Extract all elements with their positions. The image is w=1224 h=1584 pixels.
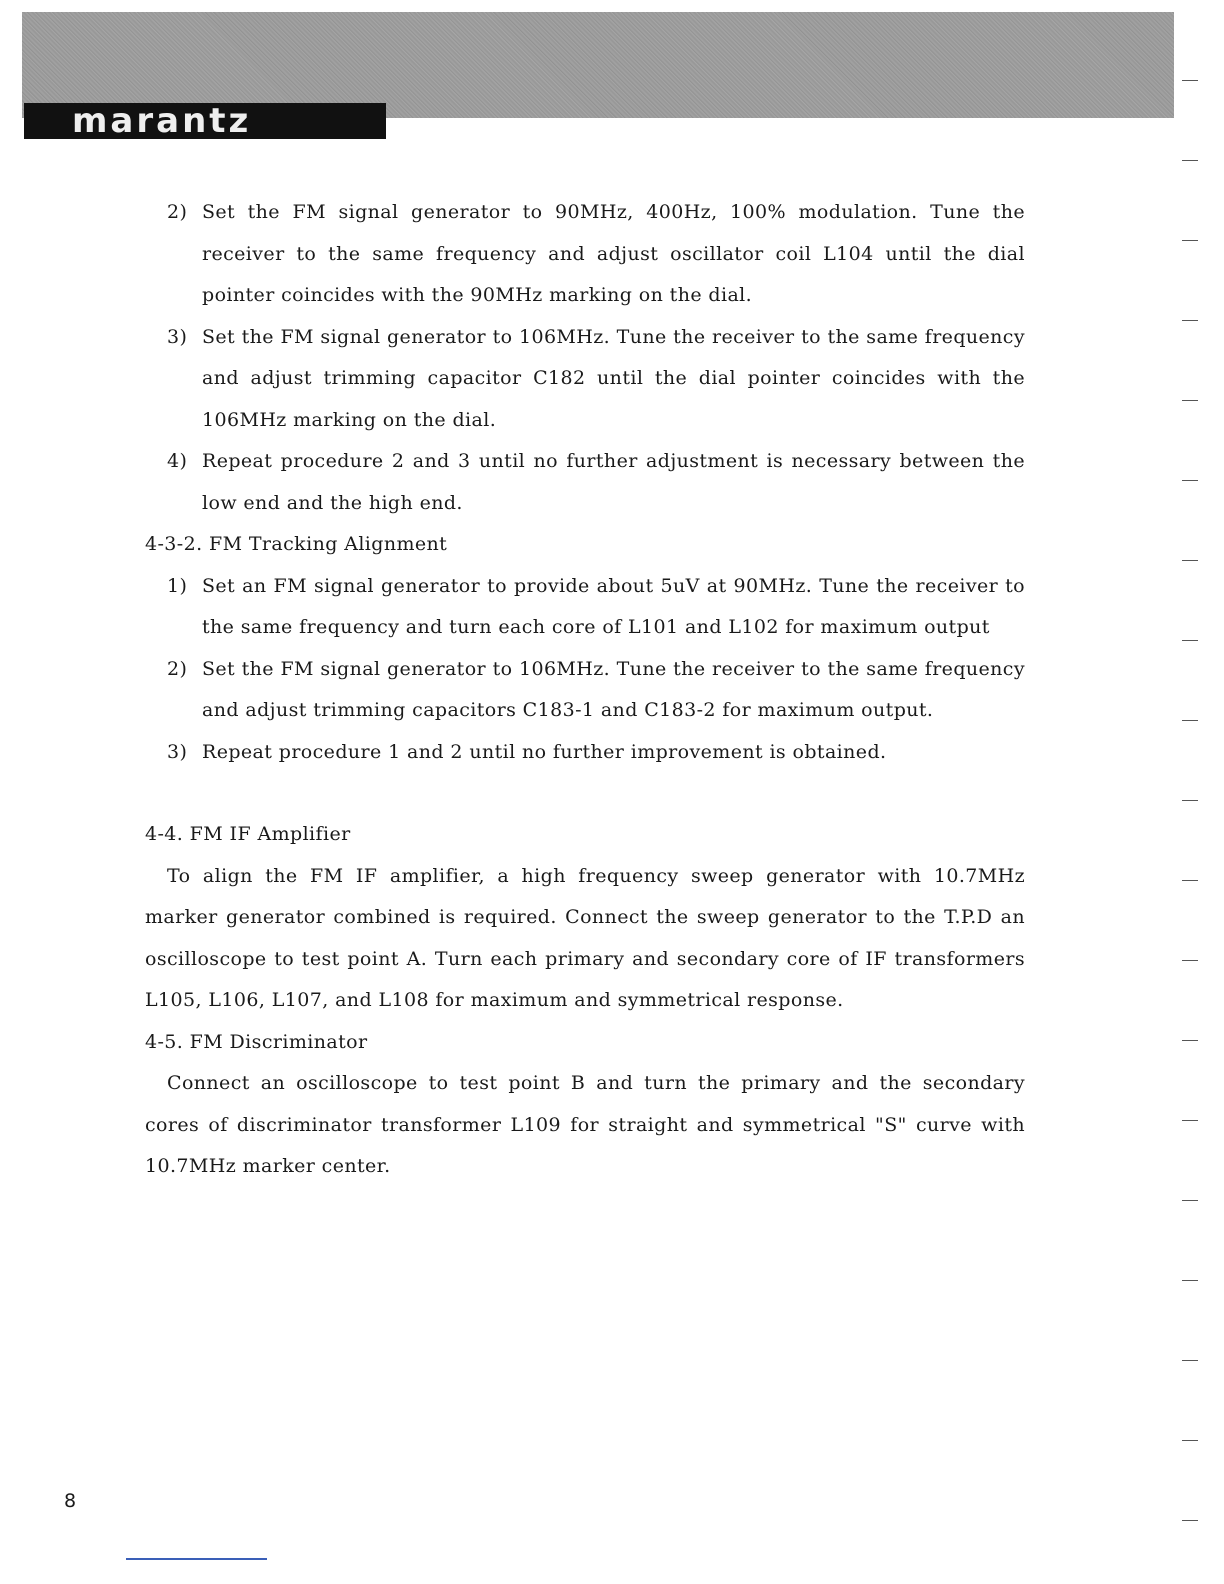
list-item [145, 566, 1025, 649]
section-heading-tracking: 4-3-2. FM Tracking Alignment [145, 533, 448, 555]
list-text: Set an FM signal generator to provide about 5uV at 90MHz. Tune the receiver to the same frequency and turn each core of L101 and L102 for maximum output [202, 574, 1025, 638]
list-number: 1) [167, 574, 188, 597]
document-body [145, 192, 1025, 1188]
bottom-rule [126, 1558, 267, 1560]
list-item [145, 649, 1025, 732]
list-number: 3) [167, 740, 188, 763]
list-item [145, 192, 1025, 317]
list-number: 4) [167, 450, 188, 472]
list-item [145, 732, 1025, 774]
section-heading-if-amplifier: 4-4. FM IF Amplifier [145, 823, 351, 845]
list-text: Set the FM signal generator to 106MHz. Tune the receiver to the same frequency and adjust trimming capacitor C182 until the dial pointer coincides with the 106MHz marking on the dial. [202, 325, 1025, 431]
discriminator-paragraph: Connect an oscilloscope to test point B and turn the primary and the secondary cores of discriminator transformer L109 for straight and symmetrical "S" curve with 10.7MHz marker center. [145, 1072, 1025, 1177]
list-text: Set the FM signal generator to 106MHz. Tune the receiver to the same frequency and adjust trimming capacitors C183-1 and C183-2 for maximum output. [202, 657, 1025, 721]
list-item [145, 317, 1025, 442]
scan-edge-marks [1178, 60, 1198, 1540]
section-spacer [145, 773, 1025, 814]
list-item [145, 441, 1025, 524]
list-number: 3) [167, 325, 188, 348]
section-heading-discriminator: 4-5. FM Discriminator [145, 1030, 368, 1053]
list-text: Repeat procedure 2 and 3 until no further adjustment is necessary between the low end and the high end. [202, 450, 1025, 514]
page-number: 8 [64, 1490, 77, 1512]
list-text: Repeat procedure 1 and 2 until no further improvement is obtained. [202, 740, 887, 763]
list-text: Set the FM signal generator to 90MHz, 400Hz, 100% modulation. Tune the receiver to the same frequency and adjust oscillator coil L104 until the dial pointer coincides with the 90MHz marking on the dial. [202, 201, 1025, 306]
if-amplifier-paragraph: To align the FM IF amplifier, a high frequency sweep generator with 10.7MHz marker generator combined is required. Connect the sweep generator to the T.P.D an oscilloscope to test point A. Turn each primary and secondary core of IF transformers L105, L106, L107, and L108 for maximum and symmetrical response. [145, 864, 1025, 1011]
list-number: 2) [167, 201, 188, 223]
marantz-logo: marantz [72, 101, 252, 141]
list-number: 2) [167, 657, 188, 680]
